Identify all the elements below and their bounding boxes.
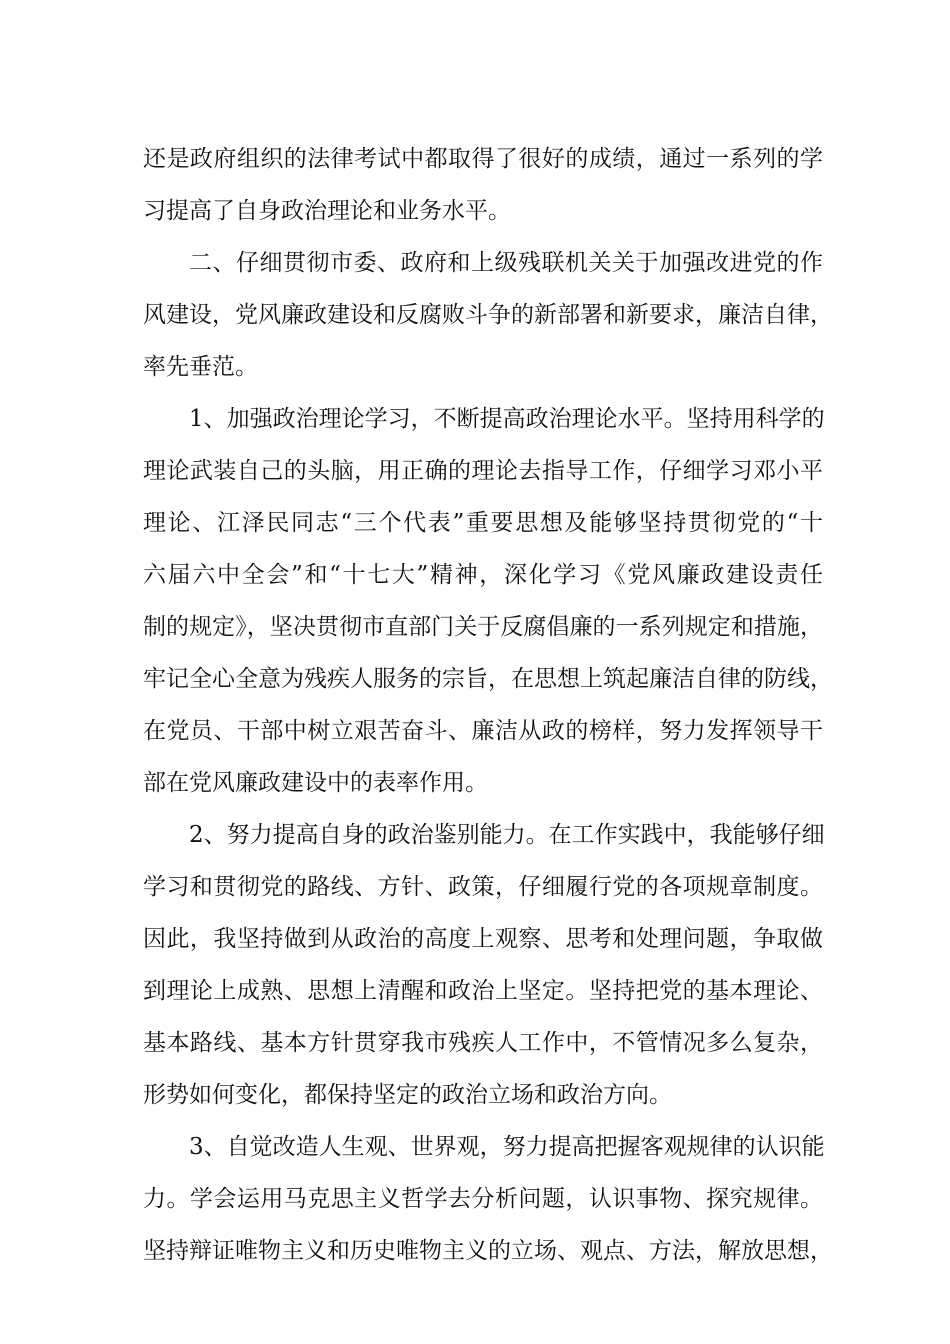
text-line: 习提高了自身政治理论和业务水平。 — [143, 198, 511, 224]
text-line: 六届六中全会”和“十七大”精神，深化学习《党风廉政建设责任 — [143, 562, 823, 588]
paragraph-start-line: 2、努力提高自身的政治鉴别能力。在工作实践中，我能够仔细 — [189, 822, 825, 848]
text-line: 率先垂范。 — [143, 354, 258, 380]
text-line: 因此，我坚持做到从政治的高度上观察、思考和处理问题，争取做 — [143, 926, 823, 952]
text-line: 到理论上成熟、思想上清醒和政治上坚定。坚持把党的基本理论、 — [143, 978, 823, 1004]
text-line: 基本路线、基本方针贯穿我市残疾人工作中，不管情况多么复杂， — [143, 1030, 823, 1056]
text-line: 理论、江泽民同志“三个代表”重要思想及能够坚持贯彻党的“十 — [143, 510, 823, 536]
paragraph-start-line: 3、自觉改造人生观、世界观，努力提高把握客观规律的认识能 — [189, 1134, 825, 1160]
text-line: 学习和贯彻党的路线、方针、政策，仔细履行党的各项规章制度。 — [143, 874, 823, 900]
text-line: 还是政府组织的法律考试中都取得了很好的成绩，通过一系列的学 — [143, 146, 823, 172]
paragraph-heading-line: 二、仔细贯彻市委、政府和上级残联机关关于加强改进党的作 — [189, 250, 823, 276]
text-line: 形势如何变化，都保持坚定的政治立场和政治方向。 — [143, 1082, 672, 1108]
text-line: 在党员、干部中树立艰苦奋斗、廉洁从政的榜样，努力发挥领导干 — [143, 718, 823, 744]
paragraph-start-line: 1、加强政治理论学习，不断提高政治理论水平。坚持用科学的 — [189, 406, 825, 432]
text-line: 理论武装自己的头脑，用正确的理论去指导工作，仔细学习邓小平 — [143, 458, 823, 484]
text-line: 牢记全心全意为残疾人服务的宗旨，在思想上筑起廉洁自律的防线， — [143, 666, 833, 692]
text-line: 部在党风廉政建设中的表率作用。 — [143, 770, 488, 796]
text-line: 力。学会运用马克思主义哲学去分析问题，认识事物、探究规律。 — [143, 1186, 823, 1212]
text-line: 坚持辩证唯物主义和历史唯物主义的立场、观点、方法，解放思想， — [143, 1238, 833, 1264]
body-text — [143, 133, 833, 1277]
text-line: 制的规定》，坚决贯彻市直部门关于反腐倡廉的一系列规定和措施， — [143, 614, 823, 640]
text-line: 风建设，党风廉政建设和反腐败斗争的新部署和新要求，廉洁自律， — [143, 302, 833, 328]
